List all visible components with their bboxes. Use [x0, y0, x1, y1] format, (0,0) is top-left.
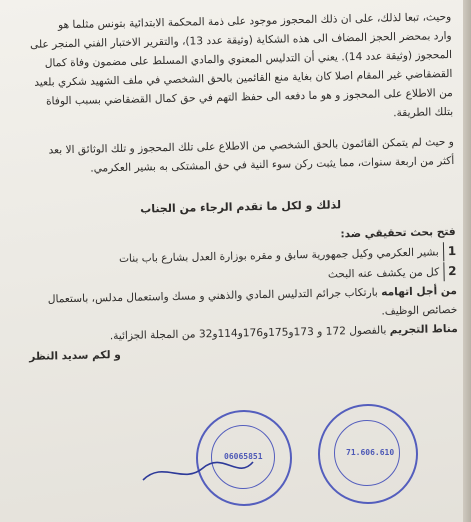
defendant-number: 2: [443, 262, 457, 281]
paragraph-line: المحجوز (وثيقة عدد 14). يعني أن التدليس المعنوي والمادي المسلط على مضمون وفاة كمال: [44, 48, 453, 70]
paragraph-line: من الاطلاع على المحجوز و هو ما دفعه الى حفظ التهم في حق كمال القضقاضي بسبب الوفاة: [45, 86, 453, 108]
paragraph-line: و حيث لم يتمكن القائمون بالحق الشخصي من الاطلاع على تلك المحجوز و تلك الوثائق الا بعد: [48, 135, 454, 157]
defendant-number: 1: [443, 242, 457, 261]
paragraph-line: بتلك الطريقة.: [393, 105, 454, 120]
accusation-label: من أجل اتهامه: [381, 284, 458, 299]
paragraph-line: وحيث، تبعا لذلك، على ان ذلك المحجوز موجود على ذمة المحكمة الابتدائية بتونس مثلما هو: [57, 10, 452, 32]
investigation-title: فتح بحث تحقيقي ضد:: [340, 225, 456, 241]
defendant-text: كل من يكشف عنه البحث: [327, 266, 440, 281]
left-stamp-number: 06065851: [224, 452, 263, 461]
accusation-text: بارتكاب جرائم التدليس المادي والذهني و مسك واستعمال مدلس، باستعمال: [47, 286, 382, 306]
criminalization-label: مناط التجريم: [389, 322, 458, 337]
accusation-line-2: خصائص الوظيف.: [381, 303, 458, 318]
criminalization-text: بالفصول 172 و 173و175و176و114و32 من المجلة الجزائية.: [109, 324, 390, 343]
right-stamp: [318, 404, 418, 504]
letter-body: [22, 8, 458, 367]
closing-line: و لكم سديد النظر: [29, 348, 121, 363]
page-edge-shadow: [463, 0, 471, 522]
signature-scribble: [138, 450, 258, 490]
paragraph-line: أكثر من اربعة سنوات، مما يثبت ركن سوء النية في حق المشتكى به بشير العكرمي.: [90, 154, 455, 175]
paragraph-line: القضقاضي غير المقام اصلا كان بغاية منع القائمين بالحق الشخصي في ملف الشهيد شكري بلعيد: [34, 67, 453, 89]
defendant-text: بشير العكرمي وكيل جمهورية سابق و مقره بوزارة العدل بشارع باب بنات: [118, 246, 439, 266]
paragraph-line: وارد بمحضر الحجز المضاف الى هذه الشكاية (وثيقة عدد 13)، والتقرير الاختبار الفني المنجر على: [29, 29, 452, 51]
request-title: لذلك و لكل ما تقدم الرجاء من الجناب: [140, 198, 342, 216]
right-stamp-number: 71.606.610: [346, 448, 395, 457]
